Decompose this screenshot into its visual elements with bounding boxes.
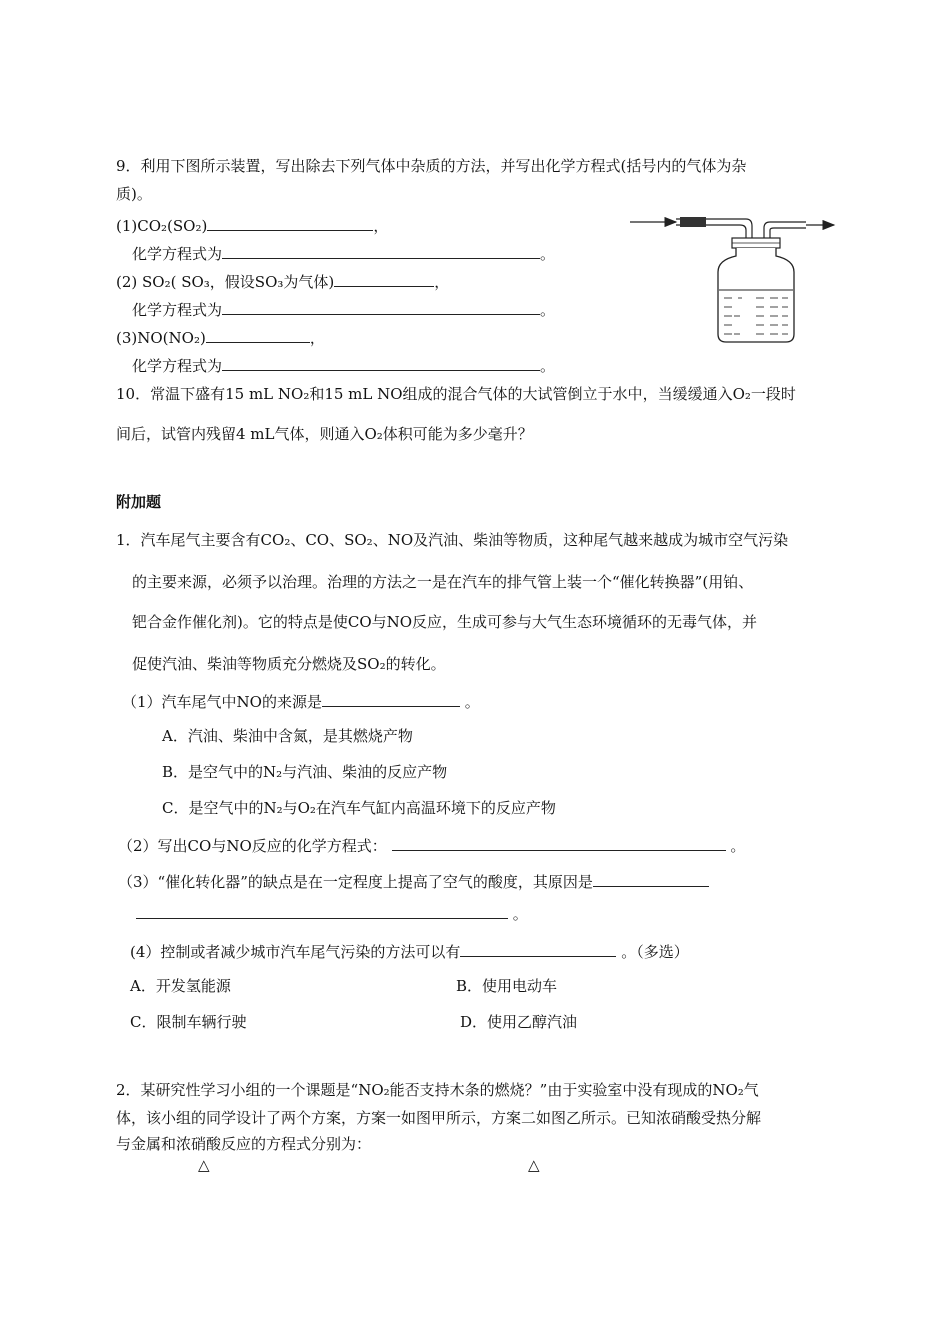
extra-q2-line3: 与金属和浓硝酸反应的方程式分别为： <box>116 1135 372 1153</box>
equation-blank[interactable] <box>222 354 540 371</box>
extra-q1-line3: 钯合金作催化剂)。它的特点是使CO与NO反应，生成可参与大气生态环境循环的无毒气体，并 <box>132 613 758 631</box>
equation-blank[interactable] <box>222 242 540 259</box>
option-a: A．汽油、柴油中含氮，是其燃烧产物 <box>162 727 413 745</box>
extra-q1-line1: 1．汽车尾气主要含有CO₂、CO、SO₂、NO及汽油、柴油等物质，这种尾气越来越成为城市空气污染 <box>116 531 789 549</box>
option-b: B．是空气中的N₂与汽油、柴油的反应产物 <box>162 763 448 781</box>
extra-q2-line2: 体，该小组的同学设计了两个方案，方案一如图甲所示，方案二如图乙所示。已知浓硝酸受热分解 <box>116 1109 762 1127</box>
q9-part2-label: (2) SO₂( SO₃，假设SO₃为气体) <box>116 273 335 291</box>
option-c: C．限制车辆行驶 <box>130 1013 247 1031</box>
equation-label: 化学方程式为 <box>132 357 223 375</box>
q10-line2: 间后，试管内残留4 mL气体，则通入O₂体积可能为多少毫升？ <box>116 425 533 443</box>
sub2-tail: 。 <box>730 837 746 855</box>
equation-tail: 。 <box>540 357 556 375</box>
answer-blank[interactable] <box>206 326 310 343</box>
equation-tail: 。 <box>540 301 556 319</box>
extra-q1-sub2 <box>118 834 745 856</box>
q10-line1: 10．常温下盛有15 mL NO₂和15 mL NO组成的混合气体的大试管倒立于水中，当缓缓通入O₂一段时 <box>116 385 796 403</box>
heat-symbol: △ <box>528 1156 540 1174</box>
q9-part2-equation <box>132 298 555 320</box>
equation-label: 化学方程式为 <box>132 245 223 263</box>
extra-q1-sub1 <box>122 690 480 712</box>
sub1-tail: 。 <box>464 693 480 711</box>
sub3-label: （3）“催化转化器”的缺点是在一定程度上提高了空气的酸度，其原因是 <box>118 873 593 891</box>
option-a: A．开发氢能源 <box>130 977 231 995</box>
extra-q1-line4: 促使汽油、柴油等物质充分燃烧及SO₂的转化。 <box>132 655 446 673</box>
extra-q2-line1: 2．某研究性学习小组的一个课题是“NO₂能否支持木条的燃烧？”由于实验室中没有现成的NO₂气 <box>116 1081 759 1099</box>
heat-symbol: △ <box>198 1156 210 1174</box>
extra-q1-sub4 <box>130 940 689 962</box>
equation-label: 化学方程式为 <box>132 301 223 319</box>
q9-intro-line2: 质)。 <box>116 185 152 203</box>
sub3-tail: 。 <box>512 905 528 923</box>
extra-heading: 附加题 <box>116 493 162 511</box>
q9-part1-equation <box>132 242 555 264</box>
equation-tail: 。 <box>540 245 556 263</box>
bottle <box>718 248 794 342</box>
option-c: C．是空气中的N₂与O₂在汽车气缸内高温环境下的反应产物 <box>162 799 556 817</box>
answer-blank[interactable] <box>136 902 508 919</box>
extra-q1-sub3 <box>118 870 709 892</box>
q9-intro-line1: 9．利用下图所示装置，写出除去下列气体中杂质的方法，并写出化学方程式(括号内的气体为杂 <box>116 157 747 175</box>
sub4-label: (4）控制或者减少城市汽车尾气污染的方法可以有 <box>130 943 461 961</box>
q9-part3-tail: ， <box>309 329 325 347</box>
answer-blank[interactable] <box>207 214 373 231</box>
answer-blank[interactable] <box>392 834 726 851</box>
sub1-label: （1）汽车尾气中NO的来源是 <box>122 693 322 711</box>
q9-part3-equation <box>132 354 555 376</box>
answer-blank[interactable] <box>593 870 709 887</box>
q9-part1 <box>116 214 388 236</box>
extra-q1-line2: 的主要来源，必须予以治理。治理的方法之一是在汽车的排气管上装一个“催化转换器”(用铂、 <box>132 573 754 591</box>
q9-part1-tail: ， <box>373 217 389 235</box>
gas-washing-bottle-diagram <box>628 206 838 346</box>
answer-blank[interactable] <box>460 940 616 957</box>
extra-q1-sub3-cont <box>136 902 528 924</box>
q9-part3 <box>116 326 325 348</box>
equation-blank[interactable] <box>222 298 540 315</box>
rubber-connector <box>680 217 706 227</box>
option-b: B．使用电动车 <box>456 977 558 995</box>
option-d: D．使用乙醇汽油 <box>460 1013 578 1031</box>
sub4-tail: 。（多选） <box>621 943 689 961</box>
sub2-label: （2）写出CO与NO反应的化学方程式： <box>118 837 387 855</box>
answer-blank[interactable] <box>322 690 460 707</box>
q9-part3-label: (3)NO(NO₂) <box>116 329 206 347</box>
q9-part2 <box>116 270 449 292</box>
q9-part1-label: (1)CO₂(SO₂) <box>116 217 208 235</box>
answer-blank[interactable] <box>334 270 434 287</box>
q9-part2-tail: ， <box>434 273 450 291</box>
